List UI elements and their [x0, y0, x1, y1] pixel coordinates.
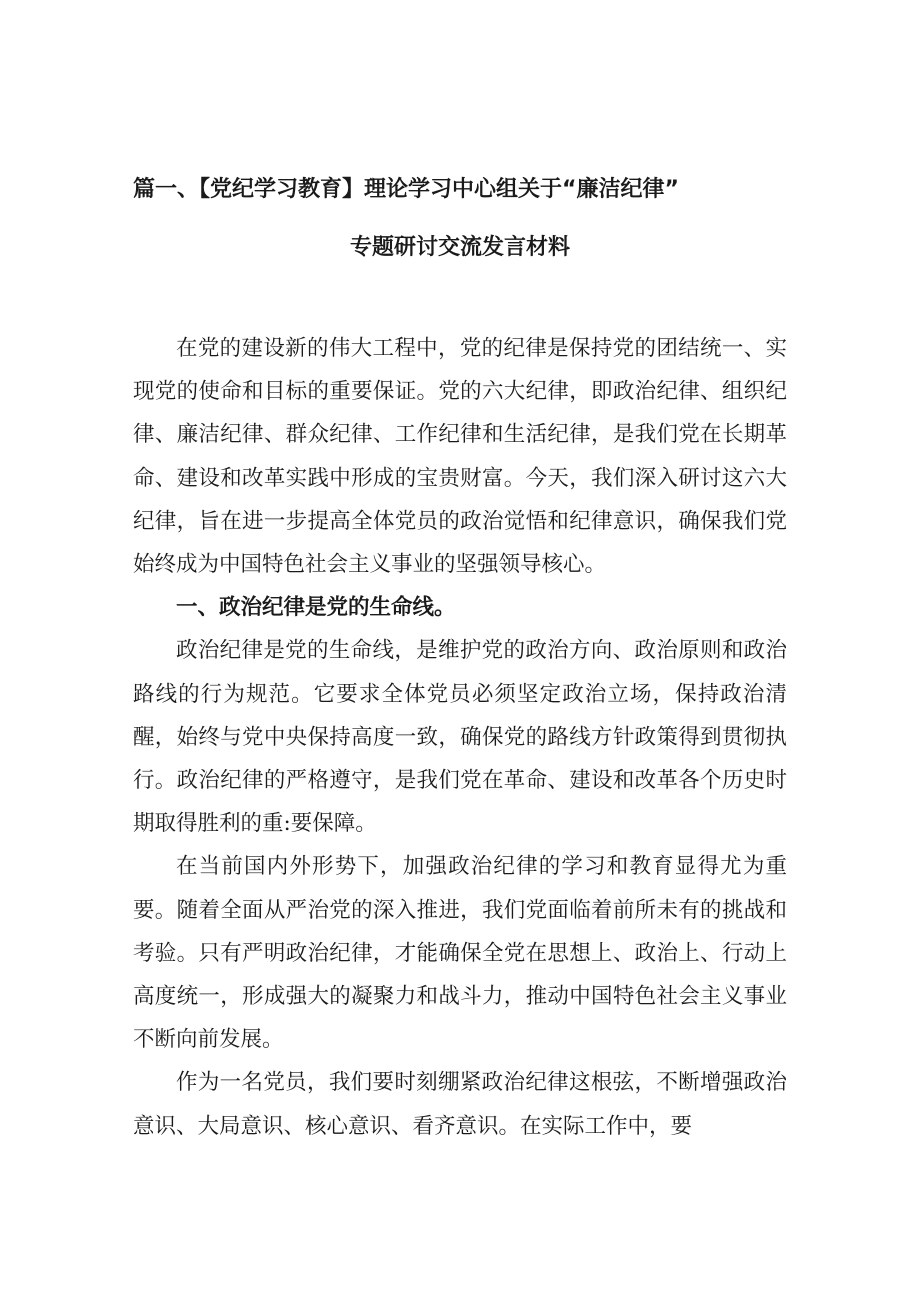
paragraph-current-situation: 在当前国内外形势下，加强政治纪律的学习和教育显得尤为重要。随着全面从严治党的深入推进，我们党面临着前所未有的挑战和考验。只有严明政治纪律，才能确保全党在思想上、政治上、行动上高度统一，形成强大的凝聚力和战斗力，推动中国特色社会主义事业不断向前发展。: [133, 854, 787, 1053]
paragraph-political-discipline-definition: 政治纪律是党的生命线，是维护党的政治方向、政治原则和政治路线的行为规范。它要求全体党员必须坚定政治立场，保持政治清醒，始终与党中央保持高度一致，确保党的路线方针政策得到贯彻执行。政治纪律的严格遵守，是我们党在革命、建设和改革各个历史时期取得胜利的重:要保障。: [133, 638, 787, 837]
paragraph-party-member-duty: 作为一名党员，我们要时刻绷紧政治纪律这根弦，不断增强政治意识、大局意识、核心意识、看齐意识。在实际工作中，要: [133, 1070, 787, 1139]
document-body: [133, 327, 787, 1148]
section-heading-political-discipline: 一、政治纪律是党的生命线。: [176, 595, 456, 621]
document-title-line-1: 篇一、【党纪学习教育】理论学习中心组关于“廉洁纪律”: [133, 177, 679, 202]
document-title-line-2: 专题研讨交流发言材料: [349, 235, 570, 260]
paragraph-intro: 在党的建设新的伟大工程中，党的纪律是保持党的团结统一、实现党的使命和目标的重要保证。党的六大纪律，即政治纪律、组织纪律、廉洁纪律、群众纪律、工作纪律和生活纪律，是我们党在长期革命、建设和改革实践中形成的宝贵财富。今天，我们深入研讨这六大纪律，旨在进一步提高全体党员的政治觉悟和纪律意识，确保我们党始终成为中国特色社会主义事业的坚强领导核心。: [133, 336, 787, 578]
